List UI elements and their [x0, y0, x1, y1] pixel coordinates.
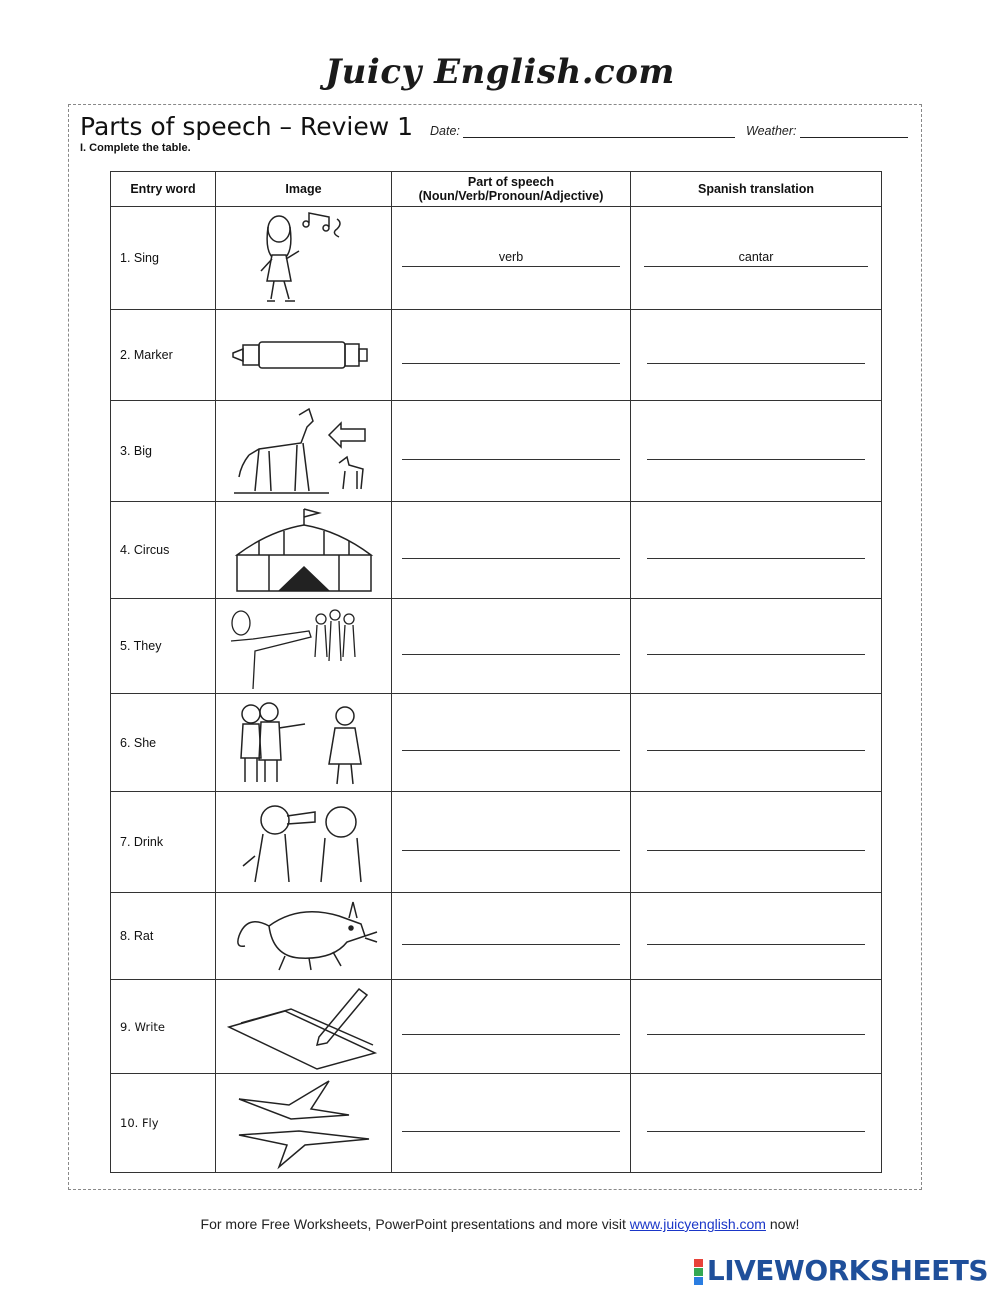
spanish-answer[interactable] [647, 638, 865, 655]
spanish-answer[interactable] [647, 542, 865, 559]
footer-suffix: now! [769, 1216, 800, 1232]
date-field[interactable] [430, 124, 735, 138]
part-of-speech-answer[interactable] [402, 1018, 620, 1035]
flying-birds-icon [229, 1075, 379, 1171]
entry-word: 5. They [111, 599, 216, 694]
children-drinking-icon [229, 796, 379, 888]
entry-word: 2. Marker [111, 310, 216, 401]
spanish-answer[interactable] [647, 443, 865, 460]
pointing-people-icon [229, 601, 379, 691]
part-of-speech-cell[interactable] [392, 599, 631, 694]
part-of-speech-answer[interactable] [402, 1115, 620, 1132]
spanish-cell[interactable] [631, 502, 882, 599]
marker-icon [229, 335, 379, 375]
header-entry-word: Entry word [111, 172, 216, 207]
part-of-speech-answer[interactable] [402, 443, 620, 460]
logo-blocks-icon [694, 1259, 703, 1286]
liveworksheets-logo [694, 1254, 988, 1287]
spanish-cell[interactable] [631, 694, 882, 792]
table-row [111, 893, 882, 980]
entry-word: 8. Rat [111, 893, 216, 980]
date-line [463, 125, 735, 138]
entry-word: 10. Fly [111, 1074, 216, 1173]
spanish-answer[interactable] [647, 347, 865, 364]
page-title: Parts of speech – Review 1 [80, 112, 414, 141]
part-of-speech-answer[interactable] [402, 734, 620, 751]
header-part-title: Part of speech [467, 175, 555, 189]
table-row [111, 401, 882, 502]
part-of-speech-cell[interactable] [392, 502, 631, 599]
table-row [111, 1074, 882, 1173]
entry-word: 9. Write [111, 980, 216, 1074]
rat-icon [229, 896, 379, 976]
weather-field[interactable] [746, 124, 908, 138]
header-part-of-speech [392, 172, 631, 207]
circus-tent-icon [229, 505, 379, 595]
image-cell [216, 980, 392, 1074]
date-label: Date: [430, 124, 460, 138]
part-of-speech-cell[interactable] [392, 893, 631, 980]
part-of-speech-cell[interactable] [392, 1074, 631, 1173]
table-header-row [111, 172, 882, 207]
instruction: I. Complete the table. [80, 142, 191, 154]
brand-title: Juicy English.com [325, 52, 675, 92]
header-part-options: (Noun/Verb/Pronoun/Adjective) [418, 189, 604, 203]
spanish-cell[interactable] [631, 599, 882, 694]
spanish-cell[interactable] [631, 310, 882, 401]
table-row [111, 792, 882, 893]
part-of-speech-answer[interactable]: verb [402, 250, 620, 267]
image-cell [216, 893, 392, 980]
part-of-speech-answer[interactable] [402, 928, 620, 945]
spanish-answer[interactable] [647, 928, 865, 945]
entry-word: 3. Big [111, 401, 216, 502]
weather-line [800, 125, 908, 138]
spanish-answer[interactable] [647, 734, 865, 751]
entry-word: 6. She [111, 694, 216, 792]
image-cell [216, 1074, 392, 1173]
header-spanish: Spanish translation [631, 172, 882, 207]
spanish-cell[interactable] [631, 980, 882, 1074]
entry-word: 7. Drink [111, 792, 216, 893]
spanish-answer[interactable] [647, 834, 865, 851]
spanish-cell[interactable] [631, 792, 882, 893]
spanish-cell[interactable] [631, 401, 882, 502]
entry-word: 4. Circus [111, 502, 216, 599]
footer-text: For more Free Worksheets, PowerPoint presentations and more visit [200, 1216, 626, 1232]
part-of-speech-cell[interactable] [392, 694, 631, 792]
table-row [111, 502, 882, 599]
part-of-speech-cell[interactable] [392, 207, 631, 310]
entry-word: 1. Sing [111, 207, 216, 310]
image-cell [216, 694, 392, 792]
children-pointing-icon [229, 698, 379, 788]
part-of-speech-cell[interactable] [392, 310, 631, 401]
big-dog-icon [229, 405, 379, 497]
footer-link[interactable]: www.juicyenglish.com [629, 1216, 766, 1232]
header-image: Image [216, 172, 392, 207]
table-row [111, 694, 882, 792]
spanish-cell[interactable] [631, 1074, 882, 1173]
part-of-speech-answer[interactable] [402, 834, 620, 851]
part-of-speech-cell[interactable] [392, 792, 631, 893]
part-of-speech-answer[interactable] [402, 638, 620, 655]
footer [0, 1216, 1000, 1232]
watermark-text: LIVEWORKSHEETS [706, 1254, 988, 1287]
image-cell [216, 401, 392, 502]
girl-singing-icon [239, 209, 369, 307]
spanish-cell[interactable] [631, 893, 882, 980]
part-of-speech-answer[interactable] [402, 347, 620, 364]
image-cell [216, 502, 392, 599]
spanish-answer[interactable] [647, 1018, 865, 1035]
weather-label: Weather: [746, 124, 797, 138]
worksheet-table [110, 171, 882, 1173]
image-cell [216, 599, 392, 694]
image-cell [216, 207, 392, 310]
table-row [111, 310, 882, 401]
table-row [111, 980, 882, 1074]
pencil-paper-icon [225, 983, 383, 1071]
spanish-cell[interactable] [631, 207, 882, 310]
part-of-speech-cell[interactable] [392, 980, 631, 1074]
image-cell [216, 792, 392, 893]
image-cell [216, 310, 392, 401]
part-of-speech-answer[interactable] [402, 542, 620, 559]
table-row [111, 207, 882, 310]
part-of-speech-cell[interactable] [392, 401, 631, 502]
spanish-answer[interactable]: cantar [644, 250, 868, 267]
table-row [111, 599, 882, 694]
spanish-answer[interactable] [647, 1115, 865, 1132]
